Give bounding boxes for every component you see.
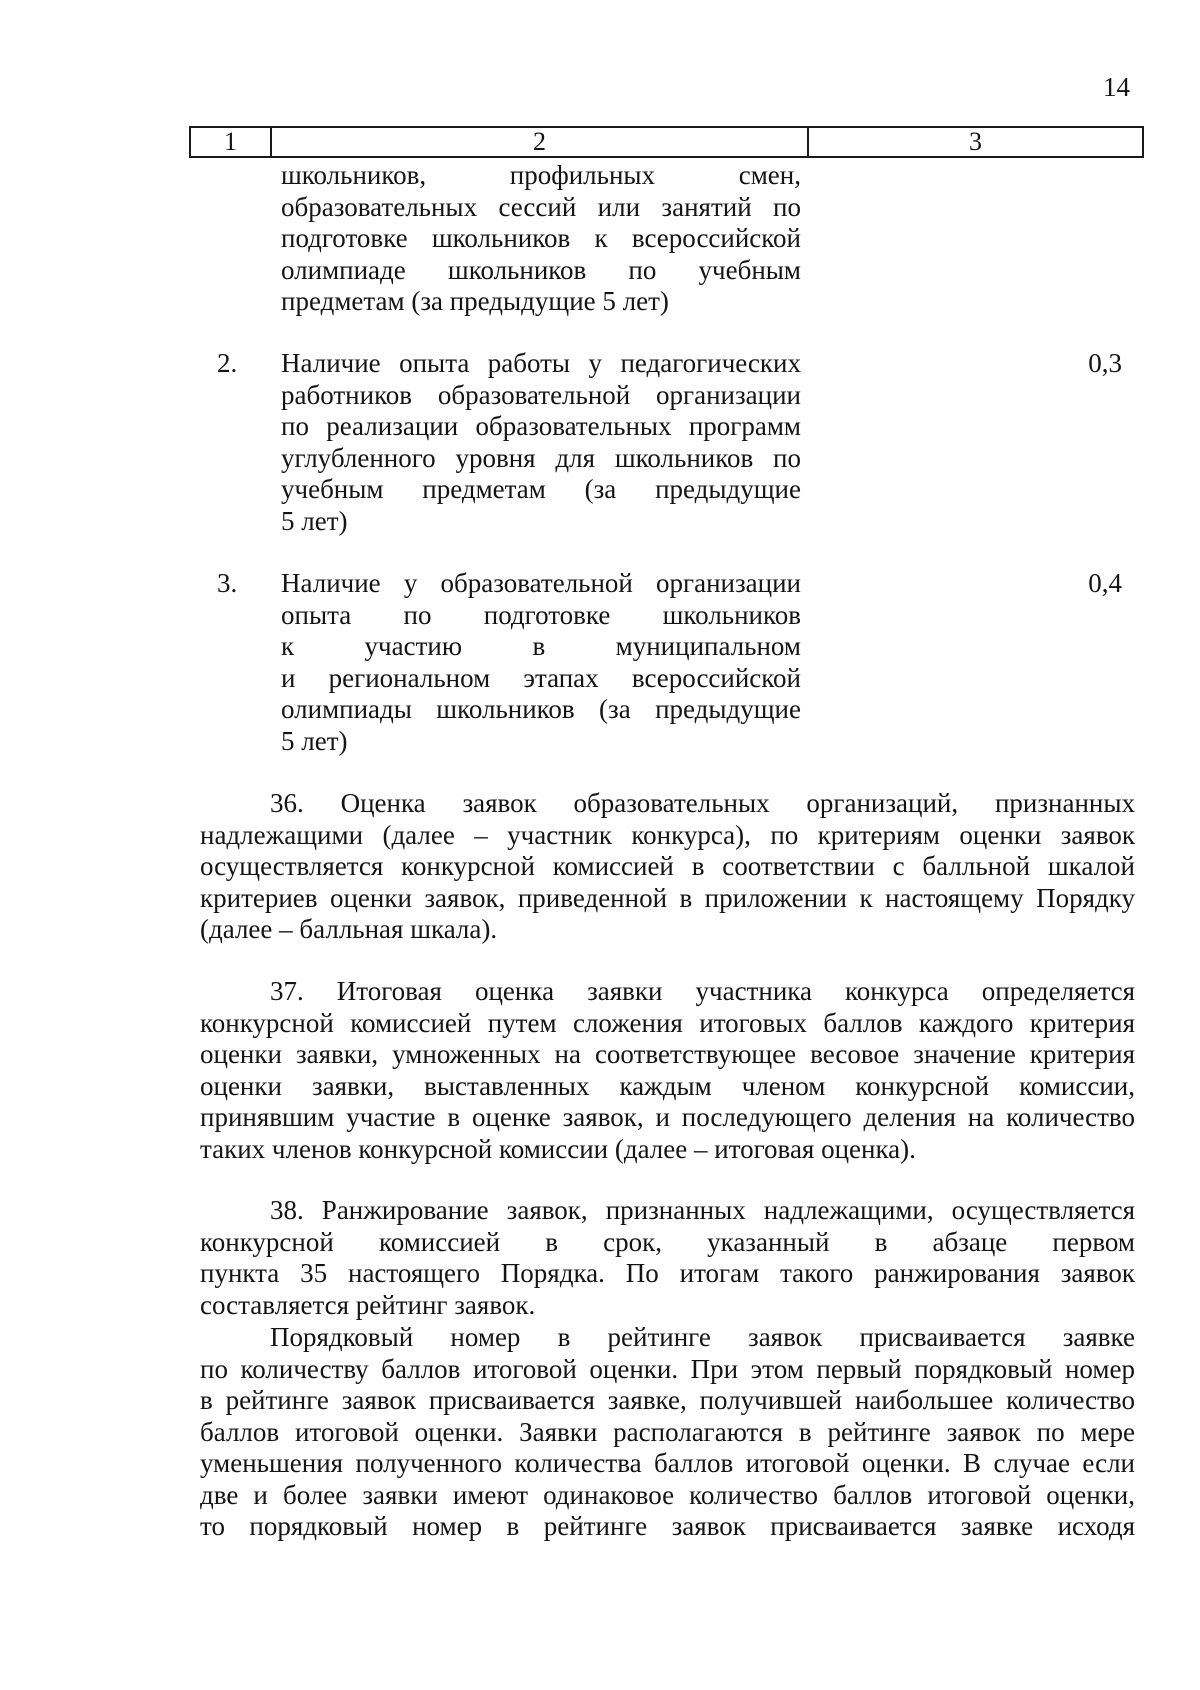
text-line: конкурсной комиссией путем сложения итоговых баллов каждого критерия — [200, 1007, 1135, 1038]
text-line: оценки заявки, умноженных на соответствующее весовое значение критерия — [200, 1039, 1135, 1069]
text-line: баллов итоговой оценки. Заявки располагаются в рейтинге заявок по мере — [200, 1416, 1135, 1447]
text-line: то порядковый номер в рейтинге заявок присваивается заявке исходя — [200, 1511, 1135, 1541]
text-line: и региональном этапах всероссийской — [281, 662, 801, 693]
criterion-text — [281, 160, 801, 318]
criterion-weight: 0,4 — [1088, 568, 1122, 598]
text-line: учебным предметам (за предыдущие — [281, 474, 801, 504]
criterion-weight: 0,3 — [1088, 348, 1122, 378]
criterion-text — [281, 568, 801, 757]
criterion-number: 2. — [217, 348, 238, 378]
text-line: олимпиаде школьников по учебным — [281, 254, 801, 285]
text-line: 38. Ранжирование заявок, признанных надлежащими, осуществляется — [270, 1195, 1135, 1225]
text-line: 36. Оценка заявок образовательных организаций, признанных — [270, 788, 1135, 818]
paragraph-ranking — [200, 1322, 1135, 1543]
text-line: опыта по подготовке школьников — [281, 599, 801, 630]
text-line: осуществляется конкурсной комиссией в соответствии с балльной шкалой — [200, 851, 1135, 881]
text-line: таких членов конкурсной комиссии (далее – итоговая оценка). — [200, 1133, 916, 1164]
text-line: уменьшения полученного количества баллов итоговой оценки. В случае если — [200, 1448, 1135, 1478]
text-line: Наличие опыта работы у педагогических — [281, 348, 801, 378]
paragraph-36 — [200, 788, 1135, 946]
table-header — [189, 126, 1144, 158]
text-line: 37. Итоговая оценка заявки участника конкурса определяется — [270, 976, 1135, 1006]
text-line: надлежащими (далее – участник конкурса), по критериям оценки заявок — [200, 819, 1135, 850]
text-line: школьников, профильных смен, — [281, 160, 801, 190]
table-header-col-2: 2 — [272, 128, 809, 156]
criterion-number: 3. — [217, 568, 238, 598]
text-line: углубленного уровня для школьников по — [281, 442, 801, 473]
text-line: конкурсной комиссией в срок, указанный в абзаце первом — [200, 1226, 1135, 1257]
paragraph-38 — [200, 1195, 1135, 1321]
text-line: 5 лет) — [281, 725, 348, 756]
text-line: по количеству баллов итоговой оценки. При этом первый порядковый номер — [200, 1353, 1135, 1384]
text-line: две и более заявки имеют одинаковое количество баллов итоговой оценки, — [200, 1479, 1135, 1510]
text-line: критериев оценки заявок, приведенной в приложении к настоящему Порядку — [200, 882, 1135, 913]
text-line: работников образовательной организации — [281, 379, 801, 410]
text-line: по реализации образовательных программ — [281, 411, 801, 441]
text-line: подготовке школьников к всероссийской — [281, 223, 801, 253]
text-line: составляется рейтинг заявок. — [200, 1289, 536, 1320]
table-header-col-1: 1 — [191, 128, 272, 156]
page-number: 14 — [1103, 72, 1130, 102]
text-line: оценки заявки, выставленных каждым членом конкурсной комиссии, — [200, 1070, 1135, 1101]
text-line: в рейтинге заявок присваивается заявке, получившей наибольшее количество — [200, 1385, 1135, 1415]
text-line: олимпиады школьников (за предыдущие — [281, 694, 801, 724]
table-header-col-3: 3 — [969, 127, 982, 156]
text-line: принявшим участие в оценке заявок, и последующего деления на количество — [200, 1102, 1135, 1132]
paragraph-37 — [200, 976, 1135, 1165]
text-line: образовательных сессий или занятий по — [281, 191, 801, 222]
text-line: Наличие у образовательной организации — [281, 568, 801, 598]
text-line: пункта 35 настоящего Порядка. По итогам такого ранжирования заявок — [200, 1258, 1135, 1288]
text-line: 5 лет) — [281, 505, 348, 536]
text-line: (далее – балльная шкала). — [200, 914, 498, 944]
text-line: предметам (за предыдущие 5 лет) — [281, 286, 669, 316]
text-line: Порядковый номер в рейтинге заявок присваивается заявке — [270, 1322, 1135, 1352]
criterion-text — [281, 348, 801, 537]
text-line: к участию в муниципальном — [281, 631, 801, 661]
